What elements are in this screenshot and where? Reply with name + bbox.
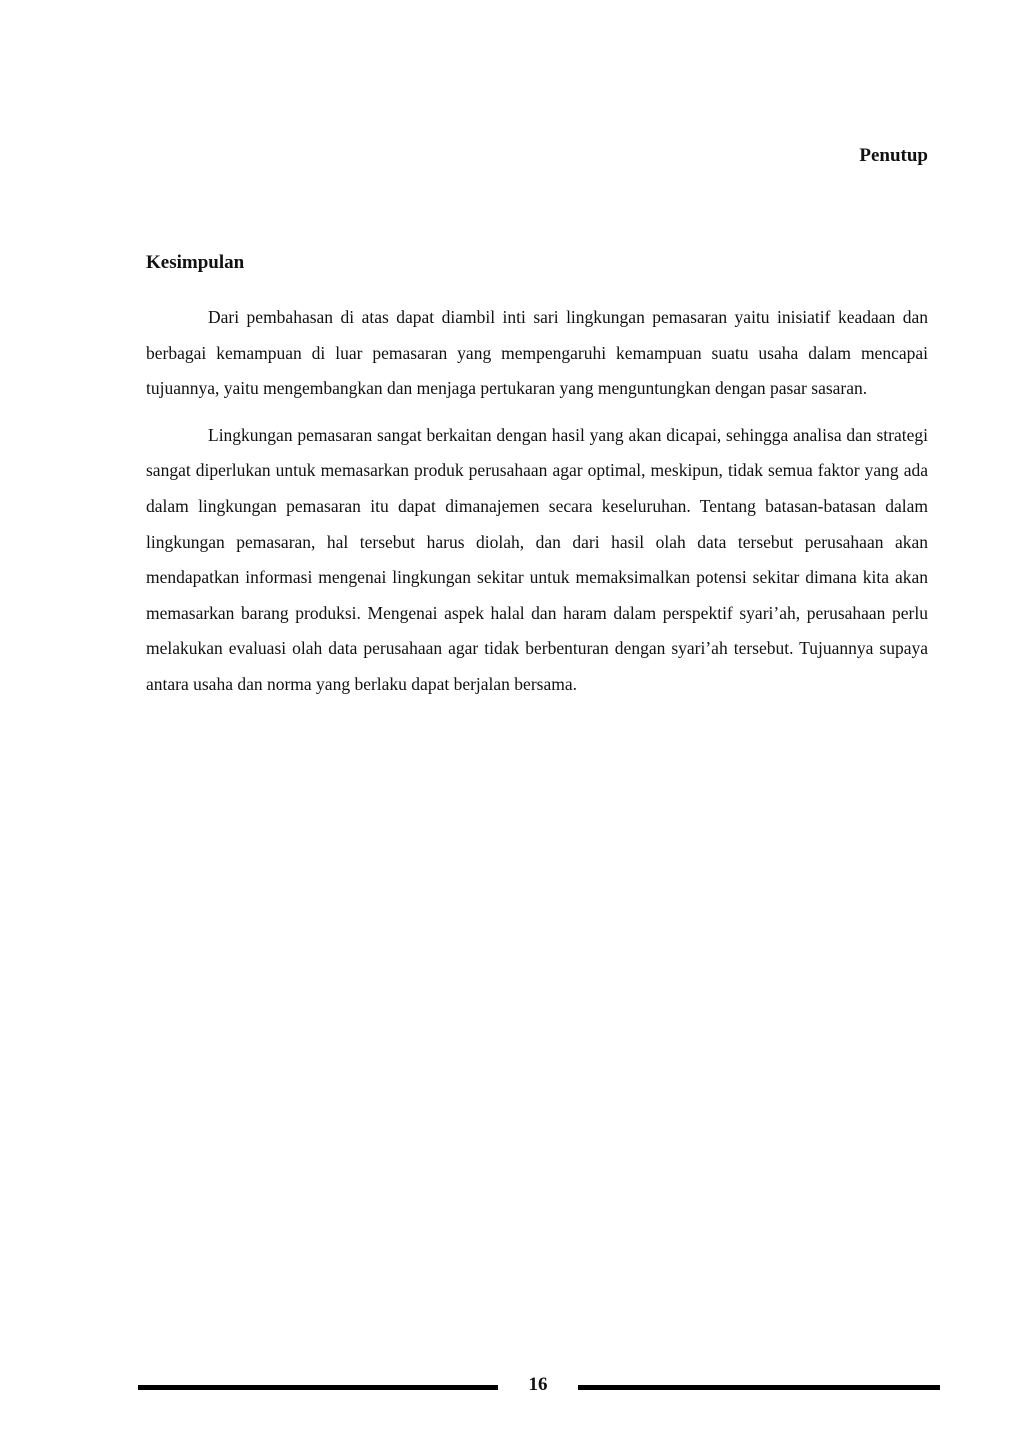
footer-rule-left bbox=[138, 1385, 498, 1390]
paragraph-2: Lingkungan pemasaran sangat berkaitan dengan hasil yang akan dicapai, sehingga analisa dan strategi sangat diperlukan untuk memasarkan produk perusahaan agar optimal, meskipun, tidak semua faktor yang ada dalam lingkungan pemasaran itu dapat dimanajemen secara keseluruhan. Tentang batasan-batasan dalam lingkungan pemasaran, hal tersebut harus diolah, dan dari hasil olah data tersebut perusahaan akan mendapatkan informasi mengenai lingkungan sekitar untuk memaksimalkan potensi sekitar dimana kita akan memasarkan barang produksi. Mengenai aspek halal dan haram dalam perspektif syari’ah, perusahaan perlu melakukan evaluasi olah data perusahaan agar tidak berbenturan dengan syari’ah tersebut. Tujuannya supaya antara usaha dan norma yang berlaku dapat berjalan bersama. bbox=[146, 424, 928, 694]
section-heading: Kesimpulan bbox=[146, 252, 245, 273]
body-text bbox=[146, 300, 928, 714]
footer-rule-right bbox=[578, 1385, 940, 1390]
paragraph-1: Dari pembahasan di atas dapat diambil inti sari lingkungan pemasaran yaitu inisiatif keadaan dan berbagai kemampuan di luar pemasaran yang mempengaruhi kemampuan suatu usaha dalam mencapai tujuannya, yaitu mengembangkan dan menjaga pertukaran yang menguntungkan dengan pasar sasaran. bbox=[146, 307, 928, 399]
chapter-title: Penutup bbox=[859, 145, 928, 166]
page-footer bbox=[138, 1372, 940, 1402]
page-number: 16 bbox=[528, 1374, 548, 1395]
